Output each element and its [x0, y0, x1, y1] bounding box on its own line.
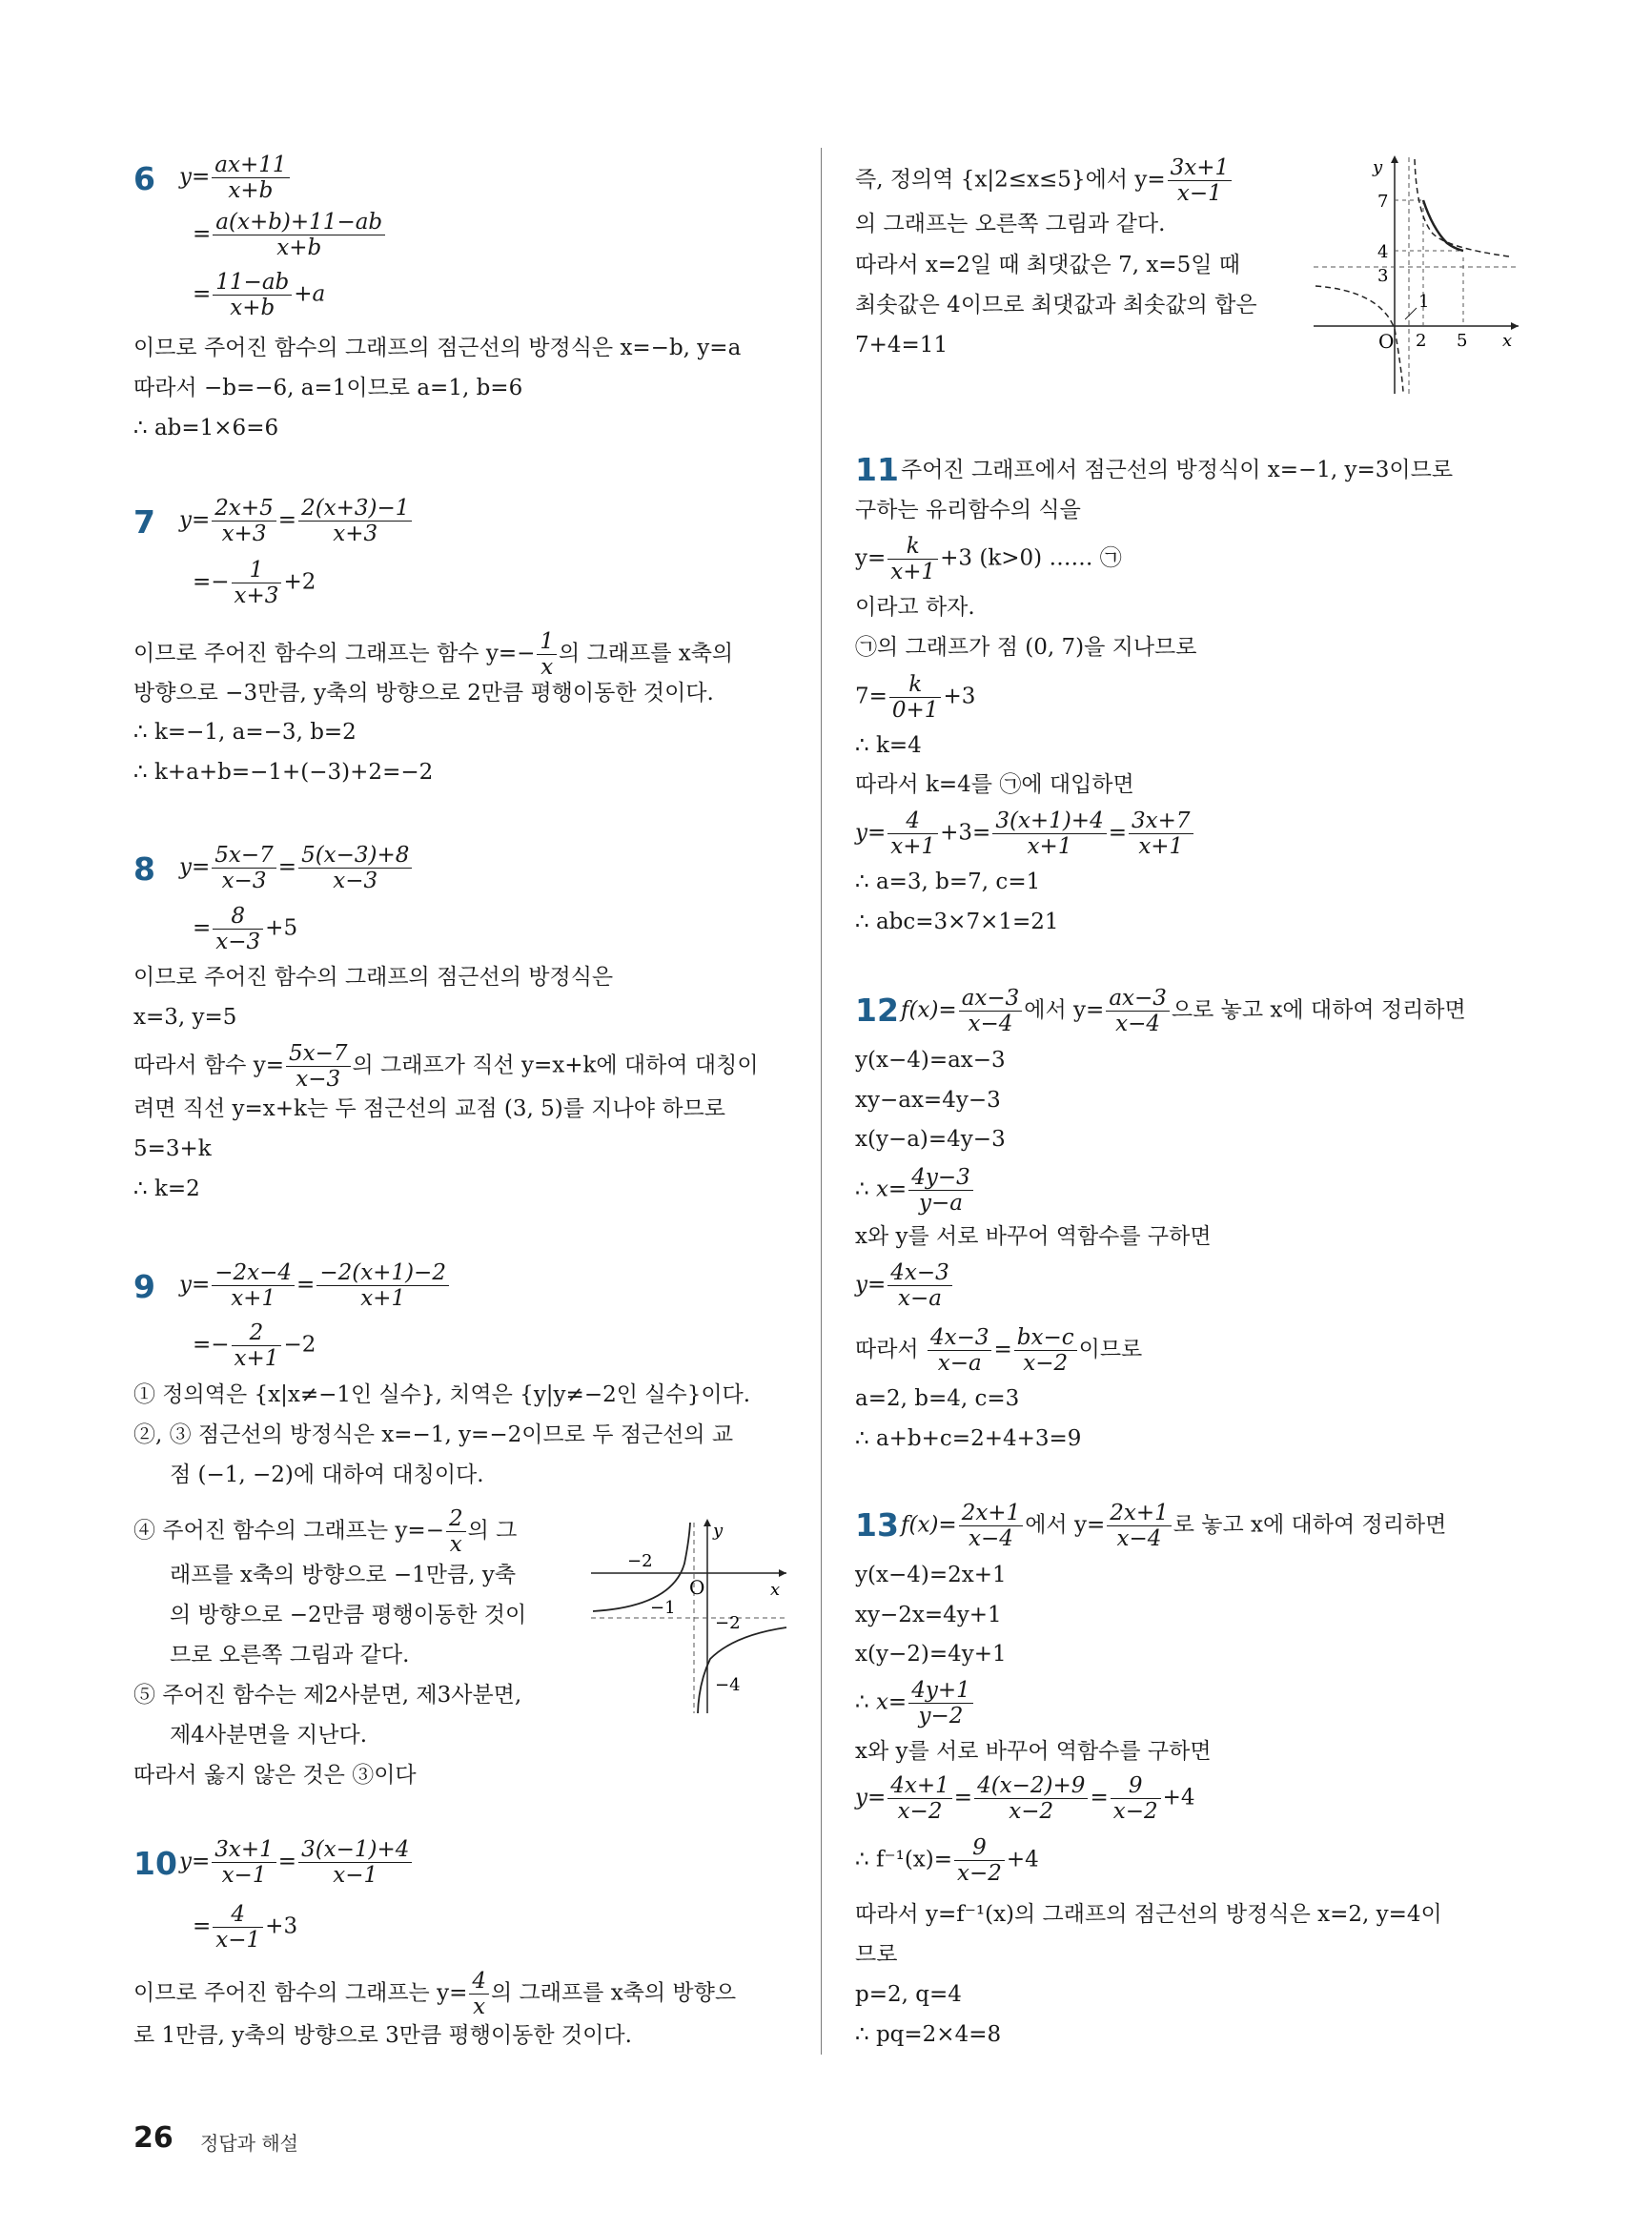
text-line: 따라서 −b=−6, a=1이므로 a=1, b=6 — [133, 376, 523, 400]
equation-line: y= $\frac{ax+11}{x+b}$ — [179, 153, 292, 203]
text-line: x와 y를 서로 바꾸어 역함수를 구하면 — [855, 1739, 1212, 1764]
text-line: 래프를 x축의 방향으로 −1만큼, y축 — [170, 1563, 517, 1587]
column-divider — [821, 148, 822, 2055]
problem-number: 13 — [855, 1506, 899, 1544]
equation-line: = $\frac{8}{x-3}$ +5 — [193, 904, 298, 954]
problem-number: 6 — [133, 160, 155, 197]
axis-label-y: y — [1373, 157, 1383, 177]
text-line: ∴ k=−1, a=−3, b=2 — [133, 720, 357, 745]
equation-line: = $\frac{4}{x-1}$ +3 — [193, 1902, 298, 1953]
text-line: 방향으로 −3만큼, y축의 방향으로 2만큼 평행이동한 것이다. — [133, 681, 714, 706]
text-line: y(x−4)=ax−3 — [855, 1048, 1006, 1073]
text-line: ∴ k+a+b=−1+(−3)+2=−2 — [133, 760, 434, 785]
tick-label: −4 — [715, 1675, 741, 1695]
text-line: ④ 주어진 함수의 그래프는 y=− $\frac{2}{x}$ 의 그 — [133, 1506, 518, 1557]
text-line: ⑤ 주어진 함수는 제2사분면, 제3사분면, — [133, 1683, 522, 1708]
text-line: ㉠의 그래프가 점 (0, 7)을 지나므로 — [855, 635, 1197, 660]
text-line: 따라서 함수 y= $\frac{5x-7}{x-3}$ 의 그래프가 직선 y=x+k에 대하여 대칭이 — [133, 1041, 759, 1092]
text-line: xy−ax=4y−3 — [855, 1088, 1001, 1113]
equation-line: = $\frac{11-ab}{x+b}$ +a — [193, 270, 326, 320]
text-line: 려면 직선 y=x+k는 두 점근선의 교점 (3, 5)를 지나야 하므로 — [133, 1096, 725, 1121]
problem-number: 8 — [133, 850, 155, 888]
text-line: x=3, y=5 — [133, 1005, 237, 1030]
text-line: x(y−2)=4y+1 — [855, 1642, 1007, 1667]
equation-line: ∴ x= $\frac{4y-3}{y-a}$ — [855, 1165, 975, 1216]
text-line: 7+4=11 — [855, 333, 948, 358]
text-line: ∴ ab=1×6=6 — [133, 416, 279, 440]
equation-line: y= $\frac{2x+5}{x+3}$ = $\frac{2(x+3)-1}{x+3}$ — [179, 496, 414, 546]
equation-line: y= $\frac{5x-7}{x-3}$ = $\frac{5(x-3)+8}{x-3}$ — [179, 843, 414, 893]
text-line: 이므로 주어진 함수의 그래프의 점근선의 방정식은 — [133, 965, 614, 990]
footer-title: 정답과 해설 — [200, 2132, 298, 2155]
axis-label-x: x — [770, 1580, 781, 1600]
tick-label: 7 — [1377, 192, 1389, 212]
problem-number: 10 — [133, 1845, 177, 1882]
problem-number: 12 — [855, 992, 899, 1029]
equation-line: =− $\frac{2}{x+1}$ −2 — [193, 1320, 316, 1371]
equation-line: ∴ f⁻¹(x)= $\frac{9}{x-2}$ +4 — [855, 1835, 1039, 1886]
problem-number: 7 — [133, 503, 155, 541]
text-line: 따라서 k=4를 ㉠에 대입하면 — [855, 772, 1134, 797]
text-line: ∴ a=3, b=7, c=1 — [855, 869, 1041, 894]
origin-label: O — [689, 1576, 705, 1599]
text-line: 5=3+k — [133, 1136, 212, 1161]
text-line: 므로 — [855, 1942, 898, 1967]
equation-line: y= $\frac{-2x-4}{x+1}$ = $\frac{-2(x+1)-2}{x+1}$ — [179, 1260, 451, 1311]
text-line: 의 그래프는 오른쪽 그림과 같다. — [855, 212, 1166, 236]
text-line: 이므로 주어진 함수의 그래프의 점근선의 방정식은 x=−b, y=a — [133, 336, 742, 360]
text-line: 즉, 정의역 {x|2≤x≤5}에서 y= $\frac{3x+1}{x-1}$ — [855, 155, 1234, 206]
text-line: 구하는 유리함수의 식을 — [855, 498, 1081, 522]
text-line: 제4사분면을 지난다. — [170, 1723, 367, 1748]
text-line: p=2, q=4 — [855, 1982, 962, 2007]
text-line: ① 정의역은 {x|x≠−1인 실수}, 치역은 {y|y≠−2인 실수}이다. — [133, 1382, 751, 1407]
page-number: 26 — [133, 2121, 173, 2155]
equation-line: y= $\frac{3x+1}{x-1}$ = $\frac{3(x-1)+4}{x-1}$ — [179, 1837, 414, 1888]
problem-number: 9 — [133, 1268, 155, 1305]
text-line: ∴ a+b+c=2+4+3=9 — [855, 1426, 1082, 1451]
text-line: x와 y를 서로 바꾸어 역함수를 구하면 — [855, 1224, 1212, 1249]
graph-10 — [1314, 148, 1523, 396]
tick-label: 1 — [1418, 292, 1430, 312]
text-line: ∴ k=2 — [133, 1176, 200, 1201]
text-line: ∴ pq=2×4=8 — [855, 2022, 1002, 2047]
text-line: y(x−4)=2x+1 — [855, 1563, 1007, 1587]
tick-label: 3 — [1377, 266, 1389, 286]
tick-label: −2 — [715, 1613, 741, 1633]
text-line: 로 1만큼, y축의 방향으로 3만큼 평행이동한 것이다. — [133, 2023, 632, 2048]
tick-label: −2 — [627, 1551, 653, 1571]
text-line: 이므로 주어진 함수의 그래프는 y= $\frac{4}{x}$ 의 그래프를 x축의 방향으 — [133, 1969, 737, 2019]
text-line: 따라서 옳지 않은 것은 ③이다 — [133, 1763, 417, 1788]
text-line: ∴ abc=3×7×1=21 — [855, 910, 1059, 934]
axis-label-x: x — [1502, 331, 1513, 351]
equation-line: 7= $\frac{k}{0+1}$ +3 — [855, 672, 976, 723]
equation-line: =− $\frac{1}{x+3}$ +2 — [193, 558, 316, 608]
tick-label: −1 — [650, 1598, 676, 1618]
tick-label: 5 — [1457, 331, 1468, 351]
equation-line: y= $\frac{4x-3}{x-a}$ — [855, 1260, 954, 1311]
problem-number: 11 — [855, 451, 899, 488]
equation-line: y= $\frac{4}{x+1}$ +3= $\frac{3(x+1)+4}{x+1}$ = $\frac{3x+7}{x+1}$ — [855, 808, 1195, 859]
text-line: 주어진 그래프에서 점근선의 방정식이 x=−1, y=3이므로 — [901, 458, 1454, 482]
text-line: x(y−a)=4y−3 — [855, 1127, 1006, 1152]
tick-label: 2 — [1416, 331, 1427, 351]
text-line: ②, ③ 점근선의 방정식은 x=−1, y=−2이므로 두 점근선의 교 — [133, 1422, 734, 1447]
graph-9 — [581, 1511, 791, 1716]
text-line: 이라고 하자. — [855, 595, 975, 620]
origin-label: O — [1378, 330, 1395, 353]
text-line: 따라서 x=2일 때 최댓값은 7, x=5일 때 — [855, 253, 1240, 277]
text-line: 점 (−1, −2)에 대하여 대칭이다. — [170, 1463, 484, 1487]
equation-line: ∴ x= $\frac{4y+1}{y-2}$ — [855, 1678, 975, 1729]
text-line: 므로 오른쪽 그림과 같다. — [170, 1643, 410, 1667]
equation-line: y= $\frac{k}{x+1}$ +3 (k>0) …… ㉠ — [855, 534, 1122, 584]
axis-label-y: y — [713, 1521, 724, 1541]
text-line: 의 방향으로 −2만큼 평행이동한 것이 — [170, 1603, 527, 1627]
equation-line: 따라서 $\frac{4x-3}{x-a}$ = $\frac{bx-c}{x-2}$ 이므로 — [855, 1325, 1143, 1376]
equation-line: f(x)= $\frac{ax-3}{x-4}$ 에서 y= $\frac{ax-3}{x-4}$ 으로 놓고 x에 대하여 정리하면 — [901, 986, 1466, 1036]
text-line: ∴ k=4 — [855, 733, 922, 758]
tick-label: 4 — [1377, 242, 1389, 262]
text-line: 최솟값은 4이므로 최댓값과 최솟값의 합은 — [855, 293, 1257, 317]
equation-line: y= $\frac{4x+1}{x-2}$ = $\frac{4(x-2)+9}{x-2}$ = $\frac{9}{x-2}$ +4 — [855, 1773, 1195, 1824]
text-line: a=2, b=4, c=3 — [855, 1386, 1020, 1411]
text-line: xy−2x=4y+1 — [855, 1603, 1002, 1627]
text-line: 이므로 주어진 함수의 그래프는 함수 y=− $\frac{1}{x}$ 의 그래프를 x축의 — [133, 629, 734, 680]
equation-line: f(x)= $\frac{2x+1}{x-4}$ 에서 y= $\frac{2x+1}{x-4}$ 로 놓고 x에 대하여 정리하면 — [901, 1501, 1447, 1551]
text-line: 따라서 y=f⁻¹(x)의 그래프의 점근선의 방정식은 x=2, y=4이 — [855, 1902, 1442, 1927]
equation-line: = $\frac{a(x+b)+11-ab}{x+b}$ — [193, 210, 387, 260]
